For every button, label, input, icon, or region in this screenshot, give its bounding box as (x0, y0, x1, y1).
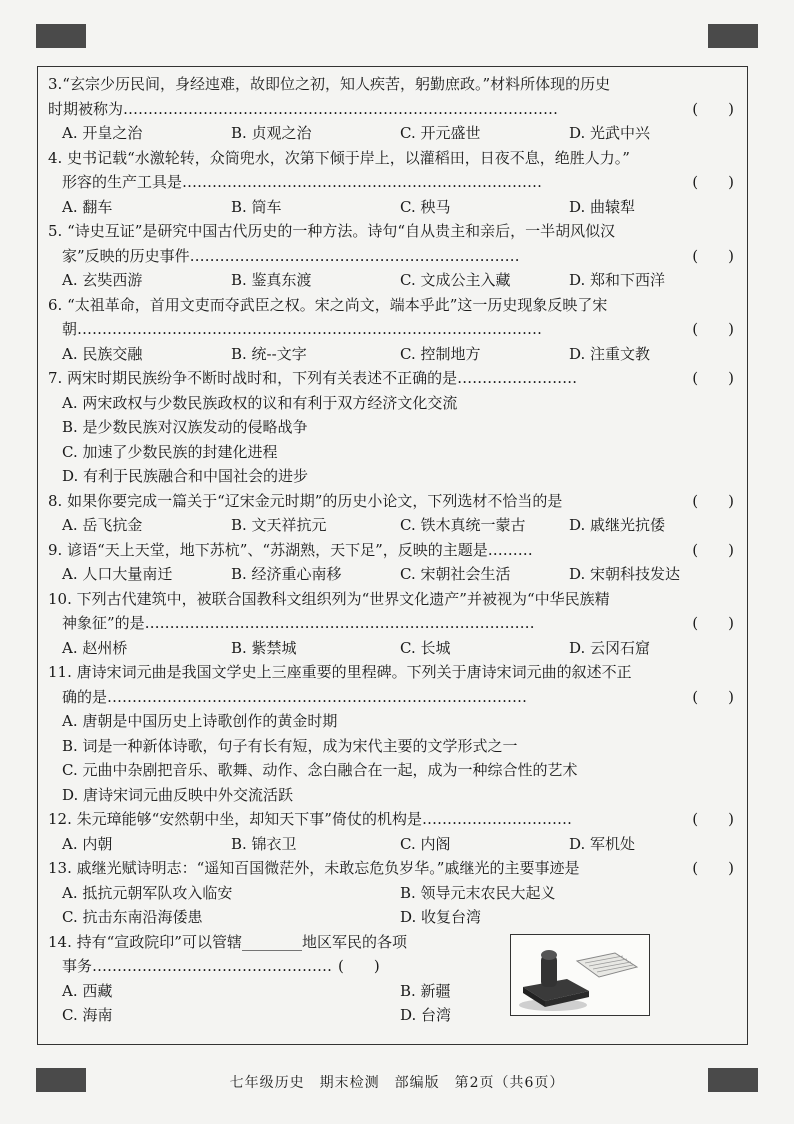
option-c[interactable]: C. 加速了少数民族的封建化进程 (62, 442, 278, 461)
registration-mark-top-right (708, 24, 758, 48)
question-6-options (48, 342, 748, 367)
question-10-stem-line2: 神象征”的是…………………………………………………………………… ( ) (48, 611, 748, 636)
question-14-stem-line2: 事务………………………………………… ( ) (62, 957, 380, 975)
question-5-options (48, 268, 748, 293)
option-c[interactable]: C. 秧马 (400, 197, 451, 216)
question-14 (48, 930, 748, 1030)
option-d[interactable]: D. 曲辕犁 (569, 197, 636, 216)
question-14-stem-line1: 14. 持有“宣政院印”可以管辖________地区军民的各项 (48, 932, 407, 951)
registration-mark-top-left (36, 24, 86, 48)
option-a[interactable]: A. 翻车 (62, 197, 113, 216)
option-a[interactable]: A. 西藏 (62, 981, 113, 1000)
answer-paren[interactable]: ( ) (692, 491, 734, 510)
seal-photo (510, 934, 650, 1016)
question-8-options (48, 513, 748, 538)
answer-paren[interactable]: ( ) (692, 614, 734, 632)
option-a[interactable]: A. 开皇之治 (62, 124, 143, 142)
option-a[interactable]: A. 内朝 (62, 834, 113, 853)
answer-paren[interactable]: ( ) (692, 246, 734, 265)
option-d[interactable]: D. 郑和下西洋 (569, 271, 666, 289)
option-d[interactable]: D. 军机处 (569, 834, 636, 853)
option-b[interactable]: B. 贞观之治 (231, 124, 312, 142)
answer-paren[interactable]: ( ) (338, 957, 380, 975)
answer-paren[interactable]: ( ) (692, 810, 734, 828)
question-13-options-row1 (48, 881, 748, 906)
option-b[interactable]: B. 经济重心南移 (231, 565, 342, 583)
question-3-stem-line2: 时期被称为…………………………………………………………………………… ( ) (48, 97, 748, 122)
question-4-stem-line2: 形容的生产工具是……………………………………………………………… ( ) (48, 170, 748, 195)
option-c[interactable]: C. 宋朝社会生活 (400, 565, 511, 583)
option-d[interactable]: D. 戚继光抗倭 (569, 516, 666, 534)
option-b[interactable]: B. 词是一种新体诗歌，句子有长有短，成为宋代主要的文学形式之一 (62, 736, 518, 755)
option-a[interactable]: A. 唐朝是中国历史上诗歌创作的黄金时期 (62, 712, 338, 730)
option-c[interactable]: C. 长城 (400, 638, 451, 657)
question-10-options (48, 636, 748, 661)
answer-paren[interactable]: ( ) (692, 320, 734, 338)
question-7-stem: 7. 两宋时期民族纷争不断时战时和，下列有关表述不正确的是…………………… ( ) (48, 366, 748, 391)
option-b[interactable]: B. 新疆 (400, 981, 451, 1000)
question-3-options (48, 121, 748, 146)
option-d[interactable]: D. 台湾 (400, 1006, 452, 1024)
option-a[interactable]: A. 赵州桥 (62, 638, 128, 657)
question-list (48, 72, 748, 1030)
question-5-stem-line2: 家”反映的历史事件………………………………………………………… ( ) (48, 244, 748, 269)
option-d[interactable]: D. 唐诗宋词元曲反映中外交流活跃 (62, 785, 294, 804)
option-c[interactable]: C. 元曲中杂剧把音乐、歌舞、动作、念白融合在一起，成为一种综合性的艺术 (62, 761, 578, 779)
question-6-stem-line1: 6. “太祖革命，首用文吏而夺武臣之权。宋之尚文，端本乎此”这一历史现象反映了宋 (48, 295, 608, 314)
question-12-options (48, 832, 748, 857)
option-c[interactable]: C. 开元盛世 (400, 124, 481, 142)
option-a[interactable]: A. 玄奘西游 (62, 271, 143, 289)
option-a[interactable]: A. 民族交融 (62, 344, 143, 363)
question-11-stem-line2: 确的是………………………………………………………………………… ( ) (48, 685, 748, 710)
question-12-stem: 12. 朱元璋能够“安然朝中坐，却知天下事”倚仗的机构是………………………… ( ) (48, 807, 748, 832)
answer-paren[interactable]: ( ) (692, 859, 734, 877)
option-b[interactable]: B. 筒车 (231, 197, 282, 216)
option-c[interactable]: C. 控制地方 (400, 344, 481, 363)
question-11-stem-line1: 11. 唐诗宋词元曲是我国文学史上三座重要的里程碑。下列关于唐诗宋词元曲的叙述不正 (48, 663, 632, 681)
question-10-stem-line1: 10. 下列古代建筑中，被联合国教科文组织列为“世界文化遗产”并被视为“中华民族精 (48, 589, 610, 608)
option-b[interactable]: B. 统--文字 (231, 344, 307, 363)
option-c[interactable]: C. 文成公主入藏 (400, 271, 511, 289)
option-b[interactable]: B. 锦衣卫 (231, 834, 297, 853)
answer-paren[interactable]: ( ) (692, 173, 734, 191)
question-9-stem: 9. 谚语“天上天堂，地下苏杭”、“苏湖熟，天下足”，反映的主题是……… ( ) (48, 538, 748, 563)
option-b[interactable]: B. 鉴真东渡 (231, 271, 312, 289)
option-d[interactable]: D. 有利于民族融合和中国社会的进步 (62, 467, 309, 485)
option-d[interactable]: D. 云冈石窟 (569, 638, 651, 657)
answer-paren[interactable]: ( ) (692, 99, 734, 118)
question-5-stem-line1: 5. “诗史互证”是研究中国古代历史的一种方法。诗句“自从贵主和亲后，一半胡风似汉 (48, 222, 616, 240)
question-3-stem-line1: 3.“玄宗少历民间，身经迍难，故即位之初，知人疾苦，躬勤庶政。”材料所体现的历史 (48, 75, 611, 93)
option-c[interactable]: C. 内阁 (400, 834, 451, 853)
option-a[interactable]: A. 人口大量南迁 (62, 565, 173, 583)
option-b[interactable]: B. 是少数民族对汉族发动的侵略战争 (62, 418, 308, 436)
option-b[interactable]: B. 紫禁城 (231, 638, 297, 657)
option-d[interactable]: D. 宋朝科技发达 (569, 565, 681, 583)
option-d[interactable]: D. 光武中兴 (569, 124, 651, 142)
question-4-stem-line1: 4. 史书记载“水激轮转，众筒兜水，次第下倾于岸上，以灌稻田，日夜不息，绝胜人力。” (48, 148, 630, 167)
option-c[interactable]: C. 铁木真统一蒙古 (400, 516, 526, 534)
option-c[interactable]: C. 海南 (62, 1006, 113, 1024)
question-4-options (48, 195, 748, 220)
option-a[interactable]: A. 两宋政权与少数民族政权的议和有利于双方经济文化交流 (62, 393, 458, 412)
option-d[interactable]: D. 注重文教 (569, 344, 651, 363)
question-6-stem-line2: 朝………………………………………………………………………………… ( ) (48, 317, 748, 342)
option-c[interactable]: C. 抗击东南沿海倭患 (62, 908, 203, 926)
option-d[interactable]: D. 收复台湾 (400, 908, 482, 926)
question-8-stem: 8. 如果你要完成一篇关于“辽宋金元时期”的历史小论文，下列选材不恰当的是 ( ) (48, 489, 748, 514)
option-b[interactable]: B. 领导元末农民大起义 (400, 883, 556, 902)
answer-paren[interactable]: ( ) (692, 687, 734, 706)
question-13-options-row2 (48, 905, 748, 930)
question-13-stem: 13. 戚继光赋诗明志：“遥知百国微茫外，未敢忘危负岁华。”戚继光的主要事迹是 ( ) (48, 856, 748, 881)
answer-paren[interactable]: ( ) (692, 540, 734, 559)
answer-paren[interactable]: ( ) (692, 369, 734, 387)
option-a[interactable]: A. 岳飞抗金 (62, 516, 143, 534)
page-footer: 七年级历史 期末检测 部编版 第2页（共6页） (229, 1075, 565, 1091)
option-b[interactable]: B. 文天祥抗元 (231, 516, 327, 534)
question-9-options (48, 562, 748, 587)
seal-illustration (511, 935, 649, 1015)
option-a[interactable]: A. 抵抗元朝军队攻入临安 (62, 883, 233, 902)
